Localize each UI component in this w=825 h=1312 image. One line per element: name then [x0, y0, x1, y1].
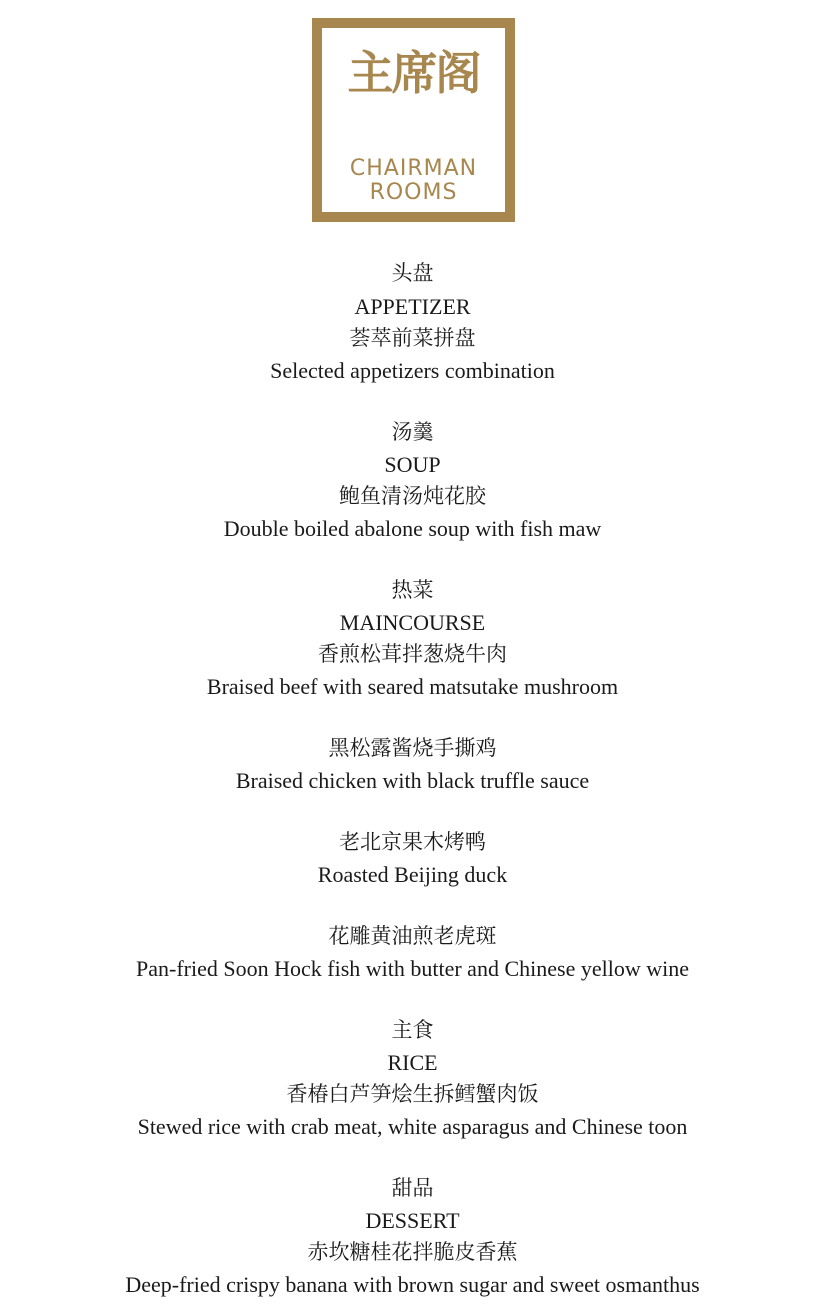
dish-name-cn: 荟萃前菜拼盘 — [349, 326, 476, 350]
dish-name-en: Braised chicken with black truffle sauce — [235, 768, 590, 793]
dish-name-cn: 黑松露酱烧手撕鸡 — [328, 736, 497, 760]
section-heading-en: DESSERT — [365, 1208, 460, 1233]
dish-name-cn: 老北京果木烤鸭 — [339, 830, 486, 854]
dish-name-en: Selected appetizers combination — [270, 358, 555, 383]
section-heading-en: RICE — [387, 1050, 438, 1075]
section-heading-cn: 热菜 — [391, 578, 434, 602]
dish-name-cn: 赤坎糖桂花拌脆皮香蕉 — [307, 1240, 518, 1264]
logo-chinese-text: 主席阁 — [347, 46, 480, 100]
dish-name-en: Braised beef with seared matsutake mushroom — [206, 674, 619, 699]
section-heading-cn: 主食 — [391, 1018, 434, 1042]
dish-name-en: Double boiled abalone soup with fish maw — [223, 516, 602, 541]
dish-name-cn: 香椿白芦笋烩生拆鳕蟹肉饭 — [286, 1082, 539, 1106]
chairman-rooms-logo — [312, 18, 515, 222]
section-heading-en: APPETIZER — [354, 294, 471, 319]
dish-name-en: Stewed rice with crab meat, white asparagus and Chinese toon — [137, 1114, 688, 1139]
section-heading-en: MAINCOURSE — [339, 610, 486, 635]
section-heading-cn: 头盘 — [391, 261, 434, 285]
section-heading-cn: 甜品 — [391, 1176, 434, 1200]
logo-panel — [322, 28, 505, 212]
section-heading-en: SOUP — [384, 452, 441, 477]
dish-name-en: Deep-fried crispy banana with brown sugar and sweet osmanthus — [125, 1272, 700, 1297]
dish-name-cn: 香煎松茸拌葱烧牛肉 — [318, 642, 507, 666]
dish-name-cn: 鲍鱼清汤炖花胶 — [339, 484, 486, 508]
dish-name-en: Pan-fried Soon Hock fish with butter and Chinese yellow wine — [136, 956, 689, 981]
dish-name-cn: 花雕黄油煎老虎斑 — [328, 924, 497, 948]
logo-english-line1: CHAIRMAN — [349, 156, 478, 181]
dish-name-en: Roasted Beijing duck — [317, 862, 508, 887]
section-heading-cn: 汤羹 — [391, 420, 434, 444]
logo-english-line2: ROOMS — [369, 180, 458, 205]
